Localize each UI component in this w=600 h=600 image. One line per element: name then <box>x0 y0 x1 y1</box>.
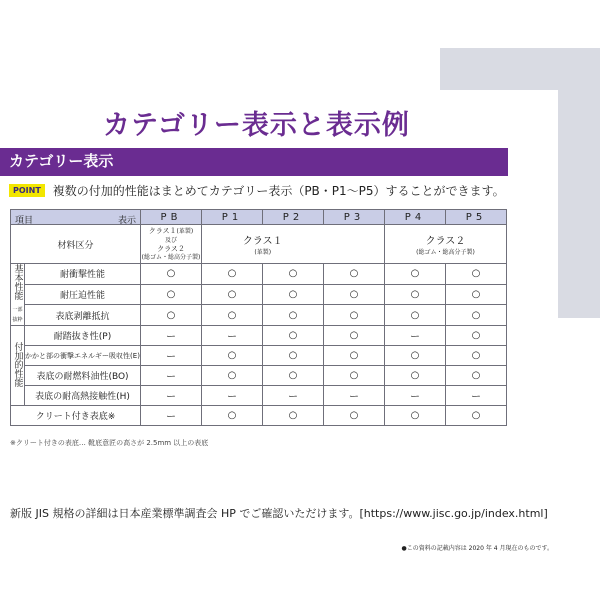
cell-mark: ○ <box>263 406 324 426</box>
row-label: 表底の耐燃料油性(BO) <box>25 366 141 386</box>
row-label: 耐圧迫性能 <box>25 284 141 305</box>
jis-reference-note: 新版 JIS 規格の詳細は日本産業標準調査会 HP でご確認いただけます。[https://www.jisc.go.jp/index.html] <box>10 507 548 520</box>
group-basic-label: 基本性能 <box>12 264 23 300</box>
material-class1-name: クラス１ <box>242 236 283 247</box>
page-title: カテゴリー表示と表示例 <box>103 110 410 141</box>
table-row <box>11 406 507 426</box>
row-label: クリート付き表底※ <box>11 406 141 426</box>
corner-label-display: 表示 <box>117 216 136 226</box>
cell-mark: ー <box>202 326 263 346</box>
cell-mark: ○ <box>324 305 385 326</box>
cell-mark: ○ <box>446 264 507 285</box>
table-footnote: ※クリート付きの表底… 靴底意匠の高さが 2.5mm 以上の表底 <box>10 439 209 447</box>
cell-mark: ー <box>263 386 324 406</box>
column-header-pb: PB <box>141 210 202 225</box>
material-class1-note: (革製) <box>254 249 272 256</box>
date-note: ●この資料の記載内容は 2020 年 4 月現在のものです。 <box>401 545 553 552</box>
cell-mark: ○ <box>202 366 263 386</box>
cell-mark: ○ <box>446 346 507 366</box>
cell-mark: ○ <box>141 264 202 285</box>
category-table <box>10 209 507 426</box>
cell-mark: ○ <box>202 305 263 326</box>
cell-mark: ー <box>202 386 263 406</box>
cell-mark: ○ <box>263 305 324 326</box>
cell-mark: ー <box>446 386 507 406</box>
column-header-p2: P2 <box>263 210 324 225</box>
material-pb <box>141 225 202 264</box>
material-row <box>11 225 507 264</box>
table-corner <box>11 210 141 225</box>
cell-mark: ○ <box>202 406 263 426</box>
cell-mark: ○ <box>141 284 202 305</box>
cell-mark: ○ <box>202 346 263 366</box>
column-header-p5: P5 <box>446 210 507 225</box>
table-row <box>11 386 507 406</box>
cell-mark: ○ <box>385 346 446 366</box>
row-label: かかと部の衝撃エネルギー吸収性(E) <box>25 346 141 366</box>
cell-mark: ○ <box>324 346 385 366</box>
material-class2-name: クラス２ <box>425 236 466 247</box>
column-header-p3: P3 <box>324 210 385 225</box>
material-pb-class2-note: (総ゴム・総高分子製) <box>141 253 201 261</box>
material-pb-class1: クラス１ <box>148 226 177 235</box>
cell-mark: ○ <box>324 284 385 305</box>
cell-mark: ○ <box>324 264 385 285</box>
group-basic <box>11 264 25 326</box>
cell-mark: ○ <box>446 326 507 346</box>
table-header-row <box>11 210 507 225</box>
group-additional <box>11 326 25 406</box>
digit-stem <box>558 48 600 318</box>
cell-mark: ○ <box>324 406 385 426</box>
cell-mark: ○ <box>202 284 263 305</box>
cell-mark: ○ <box>263 264 324 285</box>
table-row <box>11 326 507 346</box>
cell-mark: ○ <box>385 284 446 305</box>
column-header-p1: P1 <box>202 210 263 225</box>
table-row <box>11 366 507 386</box>
cell-mark: ○ <box>385 406 446 426</box>
section-heading: カテゴリー表示 <box>0 148 508 174</box>
point-badge: POINT <box>9 184 45 197</box>
cell-mark: ○ <box>446 406 507 426</box>
cell-mark: ○ <box>263 346 324 366</box>
cell-mark: ○ <box>324 326 385 346</box>
cell-mark: ○ <box>202 264 263 285</box>
cell-mark: ー <box>141 386 202 406</box>
point-row <box>9 181 505 199</box>
cell-mark: ○ <box>324 366 385 386</box>
cell-mark: ー <box>141 406 202 426</box>
cell-mark: ー <box>385 386 446 406</box>
cell-mark: ○ <box>263 284 324 305</box>
material-class1-spacer <box>324 225 385 264</box>
point-text: 複数の付加的性能はまとめてカテゴリー表示（PB・P1〜P5）することができます。 <box>52 183 505 198</box>
table-row <box>11 264 507 285</box>
material-class2 <box>385 225 507 264</box>
cell-mark: ○ <box>385 305 446 326</box>
row-label: 耐衝撃性能 <box>25 264 141 285</box>
cell-mark: ○ <box>385 264 446 285</box>
group-additional-label: 付加的性能 <box>12 341 23 387</box>
table-row <box>11 284 507 305</box>
cell-mark: ー <box>141 366 202 386</box>
material-pb-and: 及び <box>164 236 177 244</box>
cell-mark: ー <box>324 386 385 406</box>
group-basic-sub: 一部抜粋 <box>12 307 23 323</box>
cell-mark: ー <box>385 326 446 346</box>
material-class1 <box>202 225 324 264</box>
cell-mark: ○ <box>446 366 507 386</box>
material-label: 材料区分 <box>11 225 141 264</box>
cell-mark: ○ <box>263 326 324 346</box>
cell-mark: ー <box>141 346 202 366</box>
row-label: 表底の耐高熱接触性(H) <box>25 386 141 406</box>
material-class2-note: (総ゴム・総高分子製) <box>416 249 475 256</box>
cell-mark: ○ <box>446 305 507 326</box>
row-label: 耐踏抜き性(P) <box>25 326 141 346</box>
cell-mark: ○ <box>263 366 324 386</box>
column-header-p4: P4 <box>385 210 446 225</box>
cell-mark: ○ <box>385 366 446 386</box>
section-underline <box>0 174 508 176</box>
row-label: 表底剥離抵抗 <box>25 305 141 326</box>
material-pb-class1-note: (革製) <box>176 227 194 235</box>
table-row <box>11 305 507 326</box>
material-pb-class2: クラス２ <box>157 244 185 253</box>
cell-mark: ○ <box>446 284 507 305</box>
corner-label-item: 項目 <box>15 216 34 226</box>
table-row <box>11 346 507 366</box>
cell-mark: ○ <box>141 305 202 326</box>
cell-mark: ー <box>141 326 202 346</box>
